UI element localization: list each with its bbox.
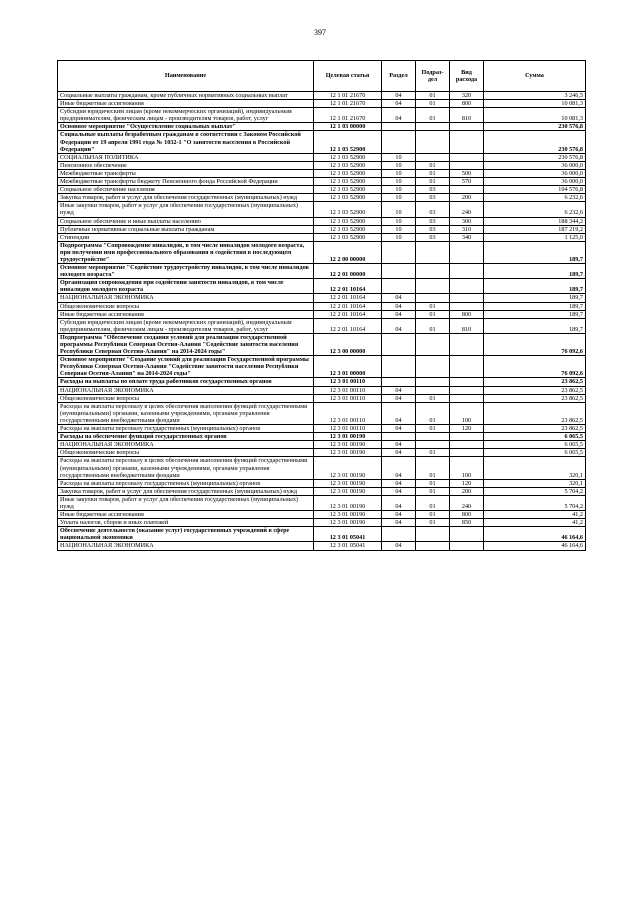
row-name: Межбюджетные трансферты bbox=[58, 169, 314, 177]
row-target-code: 12 3 01 00190 bbox=[314, 441, 382, 449]
row-subsection bbox=[416, 294, 450, 302]
row-name: НАЦИОНАЛЬНАЯ ЭКОНОМИКА bbox=[58, 542, 314, 550]
table-row bbox=[58, 449, 586, 457]
row-amount: 41,2 bbox=[484, 519, 586, 527]
row-amount: 189,7 bbox=[484, 294, 586, 302]
row-expense-type bbox=[450, 161, 484, 169]
row-expense-type: 810 bbox=[450, 318, 484, 333]
row-expense-type: 200 bbox=[450, 194, 484, 202]
row-amount: 3 246,5 bbox=[484, 92, 586, 100]
row-subsection: 03 bbox=[416, 217, 450, 225]
row-expense-type bbox=[450, 294, 484, 302]
row-section bbox=[382, 333, 416, 355]
row-name: Социальные выплаты гражданам, кроме публичных нормативных социальных выплат bbox=[58, 92, 314, 100]
header-expense-type: Вид расхода bbox=[450, 61, 484, 92]
row-expense-type: 120 bbox=[450, 479, 484, 487]
row-amount: 187 219,2 bbox=[484, 225, 586, 233]
row-name: Обеспечение деятельности (оказание услуг) государственных учреждений в сфере национальной экономики bbox=[58, 527, 314, 542]
row-target-code: 12 3 01 00190 bbox=[314, 479, 382, 487]
row-target-code: 12 2 01 10164 bbox=[314, 279, 382, 294]
row-name: Подпрограмма "Сопровождение инвалидов, в том числе инвалидов молодого возраста, при получении ими профессионального образования и содействия в последующем трудоустройстве" bbox=[58, 241, 314, 263]
table-row bbox=[58, 264, 586, 279]
row-subsection: 01 bbox=[416, 108, 450, 123]
row-amount: 188 344,2 bbox=[484, 217, 586, 225]
table-row bbox=[58, 225, 586, 233]
table-row bbox=[58, 511, 586, 519]
row-section: 04 bbox=[382, 495, 416, 510]
row-section bbox=[382, 131, 416, 153]
row-amount: 76 092,6 bbox=[484, 356, 586, 378]
row-name: Публичные нормативные социальные выплаты гражданам bbox=[58, 225, 314, 233]
row-name: Иные закупки товаров, работ и услуг для обеспечения государственных (муниципальных) нужд bbox=[58, 202, 314, 217]
row-expense-type: 800 bbox=[450, 100, 484, 108]
row-name: Иные бюджетные ассигнования bbox=[58, 511, 314, 519]
row-subsection: 01 bbox=[416, 92, 450, 100]
row-amount: 10 081,3 bbox=[484, 100, 586, 108]
row-section bbox=[382, 123, 416, 131]
row-name: Расходы на выплаты персоналу в целях обеспечения выполнения функций государственными (муниципальными) органами, казенными учреждениями, органами управления государственными внебюджетными фондами bbox=[58, 402, 314, 424]
header-name: Наименование bbox=[58, 61, 314, 92]
row-amount: 189,7 bbox=[484, 241, 586, 263]
row-subsection bbox=[416, 153, 450, 161]
row-name: Межбюджетные трансферты бюджету Пенсионного фонда Российской Федерации bbox=[58, 178, 314, 186]
row-name: Организация сопровождения при содействии занятости инвалидов, в том числе инвалидов молодого возраста bbox=[58, 279, 314, 294]
header-code: Целевая статья bbox=[314, 61, 382, 92]
row-target-code: 12 3 01 00110 bbox=[314, 402, 382, 424]
row-expense-type bbox=[450, 386, 484, 394]
row-section: 04 bbox=[382, 425, 416, 433]
row-expense-type: 850 bbox=[450, 519, 484, 527]
row-section: 04 bbox=[382, 449, 416, 457]
row-section bbox=[382, 356, 416, 378]
row-target-code: 12 3 01 00110 bbox=[314, 394, 382, 402]
table-row bbox=[58, 333, 586, 355]
row-target-code: 12 2 01 00000 bbox=[314, 264, 382, 279]
row-target-code: 12 2 01 10164 bbox=[314, 302, 382, 310]
row-name: Социальные выплаты безработным гражданам в соответствии с Законом Российской Федерации от 19 апреля 1991 года № 1032-1 "О занятости населения в Российской Федерации" bbox=[58, 131, 314, 153]
row-name: Расходы на выплаты персоналу в целях обеспечения выполнения функций государственными (муниципальными) органами, казенными учреждениями, органами управления государственными внебюджетными фондами bbox=[58, 457, 314, 479]
row-name: СОЦИАЛЬНАЯ ПОЛИТИКА bbox=[58, 153, 314, 161]
row-name: Общеэкономические вопросы bbox=[58, 302, 314, 310]
row-name: Расходы на обеспечение функций государственных органов bbox=[58, 433, 314, 441]
row-subsection: 01 bbox=[416, 479, 450, 487]
header-amount: Сумма bbox=[484, 61, 586, 92]
table-row bbox=[58, 233, 586, 241]
table-row bbox=[58, 318, 586, 333]
row-subsection: 01 bbox=[416, 394, 450, 402]
row-section: 10 bbox=[382, 169, 416, 177]
row-name: Основное мероприятие "Осуществление социальных выплат" bbox=[58, 123, 314, 131]
row-target-code: 12 1 01 21670 bbox=[314, 108, 382, 123]
row-target-code: 12 3 01 00110 bbox=[314, 386, 382, 394]
row-subsection bbox=[416, 378, 450, 386]
row-subsection: 01 bbox=[416, 100, 450, 108]
row-name: НАЦИОНАЛЬНАЯ ЭКОНОМИКА bbox=[58, 386, 314, 394]
row-section: 04 bbox=[382, 457, 416, 479]
row-subsection bbox=[416, 542, 450, 550]
row-expense-type: 120 bbox=[450, 425, 484, 433]
row-target-code: 12 2 00 00000 bbox=[314, 241, 382, 263]
row-amount: 23 862,5 bbox=[484, 394, 586, 402]
table-row bbox=[58, 310, 586, 318]
row-expense-type: 310 bbox=[450, 225, 484, 233]
row-target-code: 12 3 01 00190 bbox=[314, 449, 382, 457]
table-row bbox=[58, 402, 586, 424]
row-amount: 320,1 bbox=[484, 479, 586, 487]
row-target-code: 12 3 01 05041 bbox=[314, 542, 382, 550]
row-expense-type: 800 bbox=[450, 310, 484, 318]
row-target-code: 12 1 01 21670 bbox=[314, 92, 382, 100]
row-amount: 5 704,2 bbox=[484, 495, 586, 510]
row-amount: 76 092,6 bbox=[484, 333, 586, 355]
row-amount: 36 000,0 bbox=[484, 178, 586, 186]
budget-table bbox=[57, 60, 586, 551]
table-row bbox=[58, 433, 586, 441]
row-subsection: 01 bbox=[416, 487, 450, 495]
row-amount: 230 576,8 bbox=[484, 131, 586, 153]
row-subsection: 01 bbox=[416, 519, 450, 527]
row-subsection bbox=[416, 441, 450, 449]
row-section: 04 bbox=[382, 519, 416, 527]
table-row bbox=[58, 153, 586, 161]
table-row bbox=[58, 169, 586, 177]
row-expense-type: 240 bbox=[450, 202, 484, 217]
row-target-code: 12 1 03 52900 bbox=[314, 153, 382, 161]
row-expense-type: 320 bbox=[450, 92, 484, 100]
row-subsection: 01 bbox=[416, 169, 450, 177]
row-amount: 6 232,6 bbox=[484, 202, 586, 217]
table-row bbox=[58, 479, 586, 487]
row-amount: 6 065,5 bbox=[484, 441, 586, 449]
row-name: Общеэкономические вопросы bbox=[58, 394, 314, 402]
table-row bbox=[58, 441, 586, 449]
row-subsection bbox=[416, 433, 450, 441]
row-target-code: 12 1 03 52900 bbox=[314, 233, 382, 241]
row-section: 10 bbox=[382, 178, 416, 186]
table-row bbox=[58, 194, 586, 202]
row-expense-type bbox=[450, 527, 484, 542]
row-target-code: 12 3 01 00110 bbox=[314, 425, 382, 433]
row-subsection: 01 bbox=[416, 495, 450, 510]
table-row bbox=[58, 92, 586, 100]
row-name: Иные бюджетные ассигнования bbox=[58, 100, 314, 108]
row-section: 04 bbox=[382, 394, 416, 402]
row-subsection bbox=[416, 279, 450, 294]
row-section: 10 bbox=[382, 161, 416, 169]
row-section: 04 bbox=[382, 92, 416, 100]
table-row bbox=[58, 123, 586, 131]
row-target-code: 12 1 03 52900 bbox=[314, 217, 382, 225]
row-amount: 46 164,6 bbox=[484, 527, 586, 542]
row-name: Субсидии юридическим лицам (кроме некоммерческих организаций), индивидуальным предпринимателям, физическим лицам - производителям товаров, работ, услуг bbox=[58, 108, 314, 123]
table-row bbox=[58, 378, 586, 386]
header-subsection: Подраз- дел bbox=[416, 61, 450, 92]
row-name: НАЦИОНАЛЬНАЯ ЭКОНОМИКА bbox=[58, 441, 314, 449]
table-row bbox=[58, 202, 586, 217]
row-subsection bbox=[416, 264, 450, 279]
table-row bbox=[58, 394, 586, 402]
row-amount: 41,2 bbox=[484, 511, 586, 519]
row-name: Расходы на выплаты персоналу государственных (муниципальных) органов bbox=[58, 425, 314, 433]
row-subsection: 01 bbox=[416, 425, 450, 433]
row-section bbox=[382, 527, 416, 542]
row-expense-type bbox=[450, 356, 484, 378]
row-amount: 23 862,5 bbox=[484, 386, 586, 394]
table-row bbox=[58, 131, 586, 153]
row-amount: 6 065,5 bbox=[484, 433, 586, 441]
row-amount: 6 065,5 bbox=[484, 449, 586, 457]
row-section bbox=[382, 279, 416, 294]
row-expense-type: 810 bbox=[450, 108, 484, 123]
row-target-code: 12 3 01 00000 bbox=[314, 356, 382, 378]
row-target-code: 12 3 01 00190 bbox=[314, 495, 382, 510]
row-expense-type: 340 bbox=[450, 233, 484, 241]
row-expense-type bbox=[450, 394, 484, 402]
row-name: Расходы на выплаты по оплате труда работников государственных органов bbox=[58, 378, 314, 386]
row-section: 10 bbox=[382, 186, 416, 194]
row-subsection: 01 bbox=[416, 449, 450, 457]
row-target-code: 12 1 03 52900 bbox=[314, 161, 382, 169]
row-name: Основное мероприятие "Содействие трудоустройству инвалидов, в том числе инвалидов молодого возраста" bbox=[58, 264, 314, 279]
table-row bbox=[58, 542, 586, 550]
row-amount: 6 232,6 bbox=[484, 194, 586, 202]
row-target-code: 12 3 01 05041 bbox=[314, 527, 382, 542]
row-subsection: 01 bbox=[416, 457, 450, 479]
row-target-code: 12 3 01 00190 bbox=[314, 511, 382, 519]
row-name: Расходы на выплаты персоналу государственных (муниципальных) органов bbox=[58, 479, 314, 487]
row-section: 10 bbox=[382, 194, 416, 202]
row-section: 04 bbox=[382, 479, 416, 487]
row-expense-type: 200 bbox=[450, 487, 484, 495]
row-target-code: 12 1 03 52900 bbox=[314, 131, 382, 153]
table-row bbox=[58, 302, 586, 310]
row-subsection bbox=[416, 123, 450, 131]
table-row bbox=[58, 386, 586, 394]
row-section: 04 bbox=[382, 386, 416, 394]
row-expense-type bbox=[450, 378, 484, 386]
row-subsection: 03 bbox=[416, 186, 450, 194]
row-expense-type bbox=[450, 433, 484, 441]
row-amount: 320,1 bbox=[484, 457, 586, 479]
row-expense-type: 100 bbox=[450, 402, 484, 424]
row-expense-type bbox=[450, 279, 484, 294]
row-target-code: 12 3 00 00000 bbox=[314, 333, 382, 355]
row-amount: 230 576,8 bbox=[484, 153, 586, 161]
row-section bbox=[382, 433, 416, 441]
table-row bbox=[58, 519, 586, 527]
row-name: Закупка товаров, работ и услуг для обеспечения государственных (муниципальных) нужд bbox=[58, 487, 314, 495]
row-expense-type bbox=[450, 302, 484, 310]
row-expense-type bbox=[450, 441, 484, 449]
row-section: 04 bbox=[382, 100, 416, 108]
row-section: 04 bbox=[382, 441, 416, 449]
row-section: 10 bbox=[382, 225, 416, 233]
row-target-code: 12 1 03 52900 bbox=[314, 178, 382, 186]
row-name: Общеэкономические вопросы bbox=[58, 449, 314, 457]
table-row bbox=[58, 279, 586, 294]
row-amount: 230 576,8 bbox=[484, 123, 586, 131]
table-row bbox=[58, 495, 586, 510]
row-expense-type: 800 bbox=[450, 511, 484, 519]
row-amount: 189,7 bbox=[484, 318, 586, 333]
row-expense-type: 570 bbox=[450, 178, 484, 186]
row-expense-type bbox=[450, 542, 484, 550]
row-subsection: 03 bbox=[416, 202, 450, 217]
table-header-row bbox=[58, 61, 586, 92]
row-amount: 46 164,6 bbox=[484, 542, 586, 550]
table-body bbox=[58, 92, 586, 551]
row-section bbox=[382, 241, 416, 263]
table-row bbox=[58, 217, 586, 225]
row-name: НАЦИОНАЛЬНАЯ ЭКОНОМИКА bbox=[58, 294, 314, 302]
row-subsection bbox=[416, 386, 450, 394]
table-row bbox=[58, 100, 586, 108]
row-expense-type bbox=[450, 449, 484, 457]
row-target-code: 12 1 03 52900 bbox=[314, 225, 382, 233]
row-name: Социальное обеспечение и иные выплаты населению bbox=[58, 217, 314, 225]
row-section: 10 bbox=[382, 153, 416, 161]
row-subsection: 01 bbox=[416, 318, 450, 333]
row-section: 04 bbox=[382, 302, 416, 310]
table-row bbox=[58, 294, 586, 302]
row-amount: 36 000,0 bbox=[484, 169, 586, 177]
row-expense-type bbox=[450, 131, 484, 153]
row-target-code: 12 1 03 52900 bbox=[314, 202, 382, 217]
header-section: Раздел bbox=[382, 61, 416, 92]
row-amount: 5 704,2 bbox=[484, 487, 586, 495]
row-name: Уплата налогов, сборов и иных платежей bbox=[58, 519, 314, 527]
row-subsection: 03 bbox=[416, 233, 450, 241]
row-section: 04 bbox=[382, 318, 416, 333]
row-amount: 1 125,0 bbox=[484, 233, 586, 241]
row-subsection bbox=[416, 131, 450, 153]
row-amount: 189,7 bbox=[484, 279, 586, 294]
row-section: 10 bbox=[382, 202, 416, 217]
row-name: Закупка товаров, работ и услуг для обеспечения государственных (муниципальных) нужд bbox=[58, 194, 314, 202]
row-subsection: 01 bbox=[416, 178, 450, 186]
row-amount: 194 576,8 bbox=[484, 186, 586, 194]
row-subsection: 01 bbox=[416, 310, 450, 318]
row-subsection bbox=[416, 333, 450, 355]
row-section: 10 bbox=[382, 217, 416, 225]
table-row bbox=[58, 241, 586, 263]
row-expense-type bbox=[450, 186, 484, 194]
row-expense-type bbox=[450, 241, 484, 263]
row-name: Иные закупки товаров, работ и услуг для обеспечения государственных (муниципальных) нужд bbox=[58, 495, 314, 510]
row-name: Пенсионное обеспечение bbox=[58, 161, 314, 169]
row-section: 04 bbox=[382, 108, 416, 123]
page-number: 397 bbox=[314, 28, 326, 37]
row-expense-type bbox=[450, 123, 484, 131]
row-amount: 10 081,3 bbox=[484, 108, 586, 123]
row-name: Субсидии юридическим лицам (кроме некоммерческих организаций), индивидуальным предпринимателям, физическим лицам - производителям товаров, работ, услуг bbox=[58, 318, 314, 333]
row-subsection: 03 bbox=[416, 194, 450, 202]
row-section: 04 bbox=[382, 511, 416, 519]
row-expense-type: 300 bbox=[450, 217, 484, 225]
row-section: 04 bbox=[382, 487, 416, 495]
row-subsection bbox=[416, 241, 450, 263]
row-expense-type: 240 bbox=[450, 495, 484, 510]
table-row bbox=[58, 178, 586, 186]
table-row bbox=[58, 186, 586, 194]
row-subsection: 01 bbox=[416, 511, 450, 519]
table-row bbox=[58, 356, 586, 378]
row-amount: 189,7 bbox=[484, 302, 586, 310]
row-section bbox=[382, 378, 416, 386]
row-amount: 36 000,0 bbox=[484, 161, 586, 169]
row-expense-type bbox=[450, 264, 484, 279]
row-target-code: 12 2 01 10164 bbox=[314, 310, 382, 318]
row-section: 04 bbox=[382, 310, 416, 318]
row-name: Стипендии bbox=[58, 233, 314, 241]
row-amount: 23 862,5 bbox=[484, 402, 586, 424]
table-row bbox=[58, 108, 586, 123]
row-section: 04 bbox=[382, 294, 416, 302]
row-target-code: 12 2 01 10164 bbox=[314, 294, 382, 302]
row-expense-type: 500 bbox=[450, 169, 484, 177]
row-expense-type: 100 bbox=[450, 457, 484, 479]
row-amount: 23 862,5 bbox=[484, 425, 586, 433]
row-name: Социальное обеспечение населения bbox=[58, 186, 314, 194]
row-target-code: 12 1 01 21670 bbox=[314, 100, 382, 108]
row-target-code: 12 3 01 00110 bbox=[314, 378, 382, 386]
row-amount: 189,7 bbox=[484, 264, 586, 279]
row-subsection bbox=[416, 356, 450, 378]
row-section bbox=[382, 264, 416, 279]
row-section: 04 bbox=[382, 402, 416, 424]
row-amount: 189,7 bbox=[484, 310, 586, 318]
table-row bbox=[58, 425, 586, 433]
row-target-code: 12 3 01 00190 bbox=[314, 457, 382, 479]
row-subsection: 01 bbox=[416, 302, 450, 310]
row-name: Иные бюджетные ассигнования bbox=[58, 310, 314, 318]
row-subsection: 01 bbox=[416, 161, 450, 169]
row-expense-type bbox=[450, 333, 484, 355]
row-subsection bbox=[416, 527, 450, 542]
table-row bbox=[58, 527, 586, 542]
row-amount: 23 862,5 bbox=[484, 378, 586, 386]
row-target-code: 12 3 01 00190 bbox=[314, 487, 382, 495]
table-row bbox=[58, 161, 586, 169]
row-section: 04 bbox=[382, 542, 416, 550]
row-section: 10 bbox=[382, 233, 416, 241]
row-target-code: 12 3 01 00190 bbox=[314, 433, 382, 441]
row-target-code: 12 1 03 52900 bbox=[314, 169, 382, 177]
row-subsection: 03 bbox=[416, 225, 450, 233]
row-target-code: 12 1 03 52900 bbox=[314, 194, 382, 202]
row-target-code: 12 1 03 52900 bbox=[314, 186, 382, 194]
row-target-code: 12 2 01 10164 bbox=[314, 318, 382, 333]
row-expense-type bbox=[450, 153, 484, 161]
table-row bbox=[58, 457, 586, 479]
row-name: Подпрограмма "Обеспечение создания условий для реализации государственной программы Республики Северная Осетия-Алания "Содействие занятости населения Республики Северная Осетия-Алания" на 2014-2024 годы" bbox=[58, 333, 314, 355]
row-target-code: 12 1 03 00000 bbox=[314, 123, 382, 131]
row-target-code: 12 3 01 00190 bbox=[314, 519, 382, 527]
table-row bbox=[58, 487, 586, 495]
row-subsection: 01 bbox=[416, 402, 450, 424]
row-name: Основное мероприятие "Создание условий для реализации Государственной программы Республики Северная Осетия-Алания "Содействие занятости населения Республики Северная Осетия-Алания" на 2014-2024 годы" bbox=[58, 356, 314, 378]
